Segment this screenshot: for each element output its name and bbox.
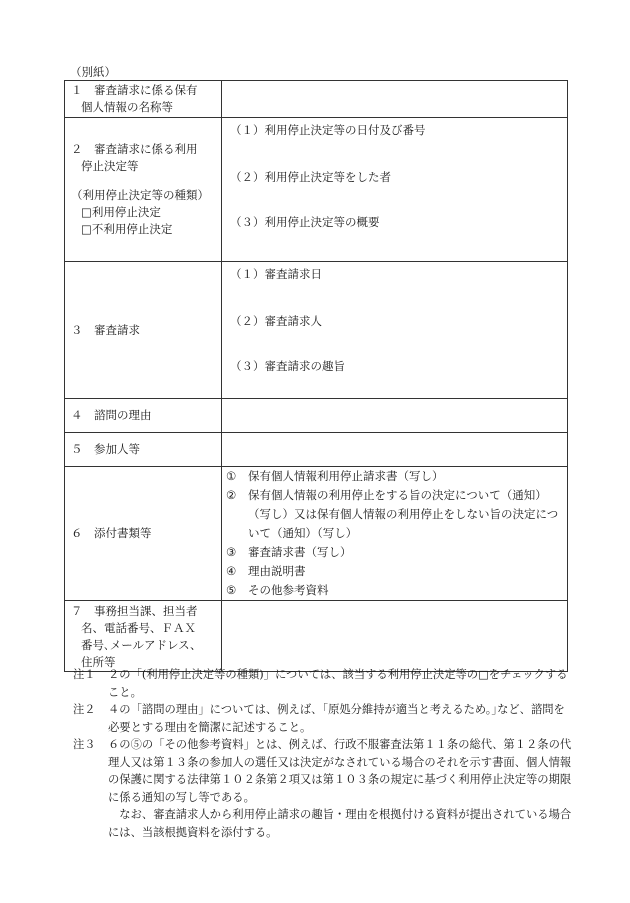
attachment-text: その他参考資料: [248, 583, 329, 597]
review-request-form-table: [64, 80, 568, 672]
row-7-label-line-3: 番号､メールアドレス、: [81, 638, 202, 652]
note-3-label: 注３: [73, 738, 96, 751]
note-3-text: ６の⑤の「その他参考資料」とは、例えば、行政不服審査法第１１条の総代、第１２条の代理人又は第１３条の参加人の選任又は決定がなされている場合のそれを示す書面、個人情報の保護に関する法律第１０２条第２項又は第１０３条の規定に基づく利用停止決定等の期限に係る通知の写し等である。: [108, 738, 572, 804]
row-3-value-cell: [222, 262, 568, 399]
attachment-item: [226, 562, 567, 581]
attachment-item: [226, 543, 567, 562]
row-2-suspension-decision: [65, 118, 568, 262]
note-1: [73, 666, 573, 701]
attachment-text: 理由説明書: [248, 564, 306, 578]
row-5-value-cell[interactable]: [222, 433, 568, 467]
row-2-item-1: （１）利用停止決定等の日付及び番号: [230, 123, 426, 137]
row-4-label: ４ 諮問の理由: [65, 399, 222, 433]
checkbox-non-suspension[interactable]: □不利用停止決定: [81, 222, 173, 236]
row-2-item-3: （３）利用停止決定等の概要: [230, 215, 380, 229]
note-2-text: ４の「諮問の理由」については、例えば、｢原処分維持が適当と考えるため。｣など、諮問を必要とする理由を簡潔に記述すること。: [108, 703, 565, 734]
row-2-item-2: （２）利用停止決定等をした者: [230, 170, 391, 184]
row-3-item-2: （２）審査請求人: [230, 314, 322, 328]
attachment-text: 審査請求書（写し）: [248, 545, 352, 559]
row-3-label: ３ 審査請求: [65, 262, 222, 399]
row-3-item-1: （１）審査請求日: [230, 267, 322, 281]
row-2-label: [65, 118, 222, 262]
row-7-label-line-1: ７ 事務担当課、担当者: [71, 604, 198, 618]
row-2-label-line-2: 停止決定等: [81, 159, 139, 173]
note-3-continuation: なお、審査請求人から利用停止請求の趣旨・理由を根拠付ける資料が提出されている場合には、当該根拠資料を添付する。: [108, 808, 572, 839]
row-3-item-3: （３）審査請求の趣旨: [230, 359, 345, 373]
notes-section: [73, 666, 573, 841]
row-1-label: [65, 81, 222, 118]
row-5-label: ５ 参加人等: [65, 433, 222, 467]
row-1-label-line-1: １ 審査請求に係る保有: [71, 83, 198, 97]
row-3-review-request: [65, 262, 568, 399]
attachment-heading: （別紙）: [70, 65, 116, 79]
note-1-text: ２の「(利用停止決定等の種類)」については、該当する利用停止決定等の□をチェックすること。: [108, 668, 568, 699]
row-4-inquiry-reason: [65, 399, 568, 433]
note-1-label: 注１: [73, 668, 96, 681]
attachment-mark: ③: [226, 545, 237, 559]
row-1-label-line-2: 個人情報の名称等: [81, 100, 173, 114]
attachment-item: [226, 467, 567, 486]
note-3: [73, 736, 573, 806]
row-1-personal-info-name: [65, 81, 568, 118]
row-7-contact-info: [65, 601, 568, 672]
row-5-participants: [65, 433, 568, 467]
row-7-value-cell[interactable]: [222, 601, 568, 672]
attachment-mark: ④: [226, 564, 237, 578]
note-2: [73, 701, 573, 736]
attachment-mark: ②: [226, 488, 237, 502]
decision-type-heading: （利用停止決定等の種類）: [71, 188, 209, 202]
row-7-label-line-2: 名、電話番号、ＦＡＸ: [81, 621, 196, 635]
row-7-label: [65, 601, 222, 672]
row-2-value-cell: [222, 118, 568, 262]
row-1-value-cell[interactable]: [222, 81, 568, 118]
attachment-item: [226, 581, 567, 600]
row-6-value-cell: [222, 467, 568, 601]
row-6-attached-documents: [65, 467, 568, 601]
row-6-label: ６ 添付書類等: [65, 467, 222, 601]
note-2-label: 注２: [73, 703, 96, 716]
checkbox-suspension[interactable]: □利用停止決定: [81, 205, 161, 219]
row-2-label-line-1: ２ 審査請求に係る利用: [71, 142, 198, 156]
row-4-value-cell[interactable]: [222, 399, 568, 433]
attachment-text: 保有個人情報の利用停止をする旨の決定について（通知）（写し）又は保有個人情報の利用停止をしない旨の決定について（通知）（写し）: [248, 488, 559, 540]
attachment-mark: ①: [226, 469, 237, 483]
attachment-text: 保有個人情報利用停止請求書（写し）: [248, 469, 444, 483]
attachment-mark: ⑤: [226, 583, 237, 597]
attachment-item: [226, 486, 567, 543]
row-7-label-line-4: 住所等: [81, 655, 116, 669]
